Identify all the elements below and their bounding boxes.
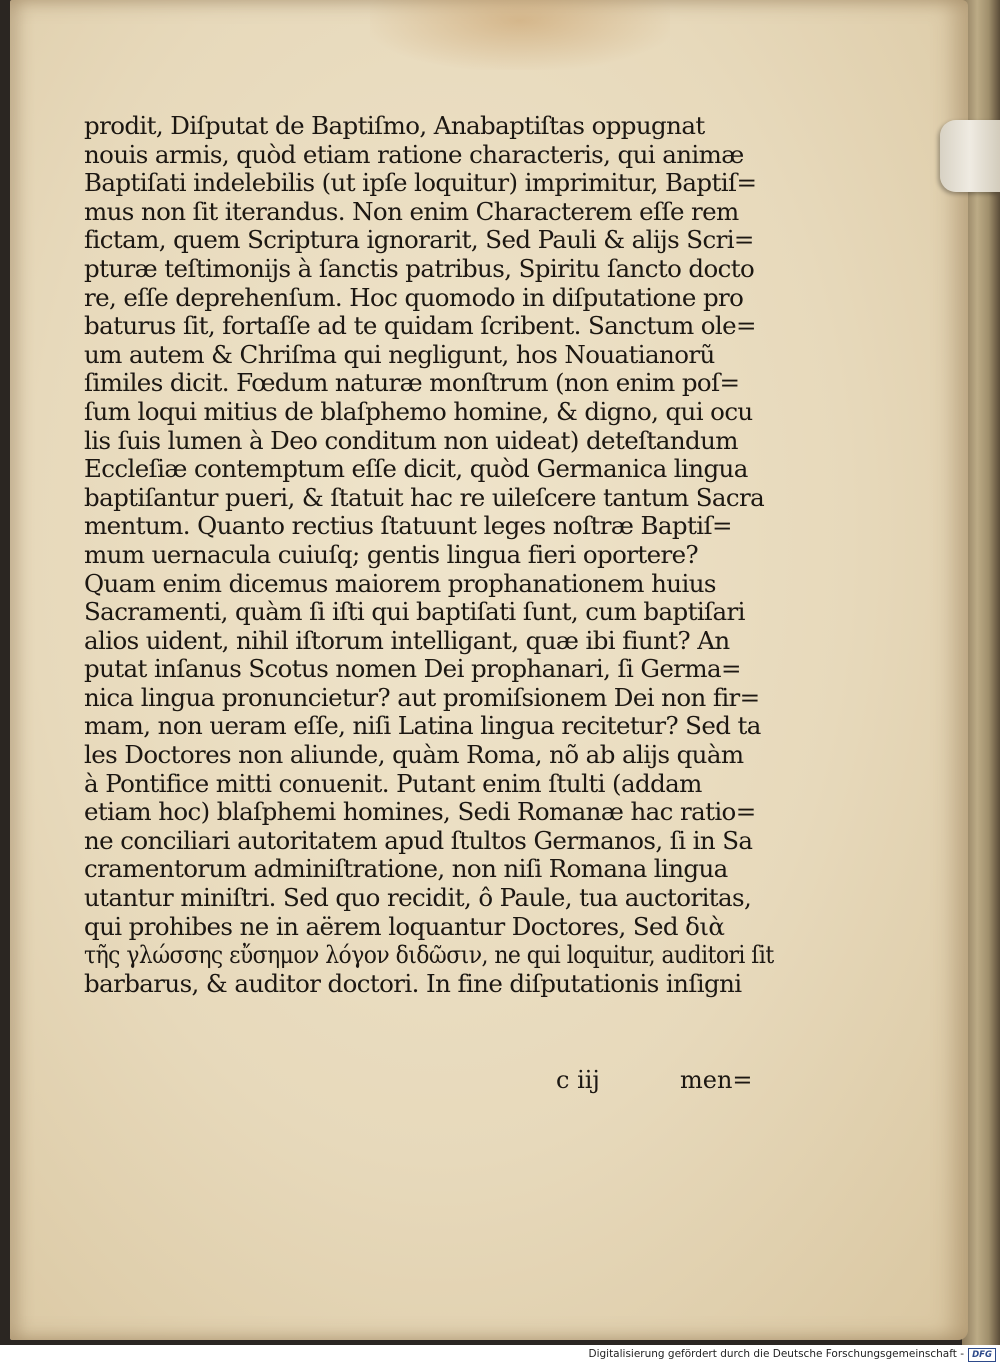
text-line: etiam hoc) blaſphemi homines, Sedi Romanæ hac ratio= <box>84 797 756 827</box>
digitization-footer <box>0 1345 1000 1367</box>
text-line: mum uernacula cuiuſq; gentis lingua fieri oportere? <box>84 539 699 569</box>
text-line: à Pontifice mitti conuenit. Putant enim ſtulti (addam <box>84 768 702 798</box>
dfg-logo-icon: DFG <box>968 1348 996 1362</box>
text-line: prodit, Diſputat de Baptiſmo, Anabaptiſtas oppugnat <box>84 111 705 140</box>
page-foot <box>84 1066 774 1094</box>
text-line: alios uident, nihil iſtorum intelligant, quæ ibi fiunt? An <box>84 625 730 655</box>
text-line: ſimiles dicit. Fœdum naturæ monſtrum (non enim poſ= <box>84 368 740 398</box>
text-line: mus non ſit iterandus. Non enim Characterem eſſe rem <box>84 196 739 226</box>
text-line: Baptiſati indelebilis (ut ipſe loquitur) imprimitur, Baptiſ= <box>84 168 757 198</box>
text-line: Eccleſiæ contemptum eſſe dicit, quòd Germanica lingua <box>84 454 748 484</box>
text-line: utantur miniſtri. Sed quo recidit, ô Paule, tua auctoritas, <box>84 883 752 913</box>
text-line: ne conciliari autoritatem apud ſtultos Germanos, ſi in Sa <box>84 825 753 855</box>
text-line: les Doctores non aliunde, quàm Roma, nõ ab alijs quàm <box>84 740 744 770</box>
text-line: ſum loqui mitius de blaſphemo homine, & digno, qui ocu <box>84 396 753 426</box>
text-line: Quam enim dicemus maiorem prophanationem huius <box>84 568 716 598</box>
page-text-block <box>84 112 774 998</box>
text-line: re, eſſe deprehenſum. Hoc quomodo in diſputatione pro <box>84 282 744 312</box>
text-line: mentum. Quanto rectius ſtatuunt leges noſtræ Baptiſ= <box>84 511 732 541</box>
funding-credit: Digitalisierung gefördert durch die Deutsche Forschungsgemeinschaft - <box>588 1348 964 1360</box>
text-line: τῆς γλώσσης εὔσημον λόγον διδῶσιν, ne qui loquitur, auditori ſit <box>84 940 774 970</box>
text-line: putat inſanus Scotus nomen Dei prophanari, ſi Germa= <box>84 654 741 684</box>
text-line: baptiſantur pueri, & ſtatuit hac re uileſcere tantum Sacra <box>84 482 765 512</box>
text-line: pturæ teſtimonijs à ſanctis patribus, Spiritu ſancto docto <box>84 253 755 283</box>
text-line: qui prohibes ne in aërem loquantur Doctores, Sed διὰ <box>84 911 725 941</box>
text-line: mam, non ueram eſſe, niſi Latina lingua recitetur? Sed ta <box>84 711 761 741</box>
catchword: men= <box>680 1066 753 1094</box>
text-line: barbarus, & auditor doctori. In fine diſputationis inſigni <box>84 968 742 998</box>
text-line: nouis armis, quòd etiam ratione characteris, qui animæ <box>84 139 744 169</box>
text-line: fictam, quem Scriptura ignorarit, Sed Pauli & alijs Scri= <box>84 225 754 255</box>
bookmark-tab <box>940 120 1000 192</box>
text-line: Sacramenti, quàm ſi iſti qui baptiſati ſunt, cum baptiſari <box>84 597 745 627</box>
text-line: cramentorum adminiſtratione, non niſi Romana lingua <box>84 854 728 884</box>
text-line: baturus ſit, fortaſſe ad te quidam ſcribent. Sanctum ole= <box>84 311 756 341</box>
paper-stain <box>370 0 670 70</box>
text-line: nica lingua pronuncietur? aut promiſsionem Dei non fir= <box>84 682 760 712</box>
signature-mark: c iij <box>556 1066 600 1094</box>
text-line: um autem & Chriſma qui negligunt, hos Nouatianorũ <box>84 339 715 369</box>
text-line: lis ſuis lumen à Deo conditum non uideat) deteſtandum <box>84 425 738 455</box>
